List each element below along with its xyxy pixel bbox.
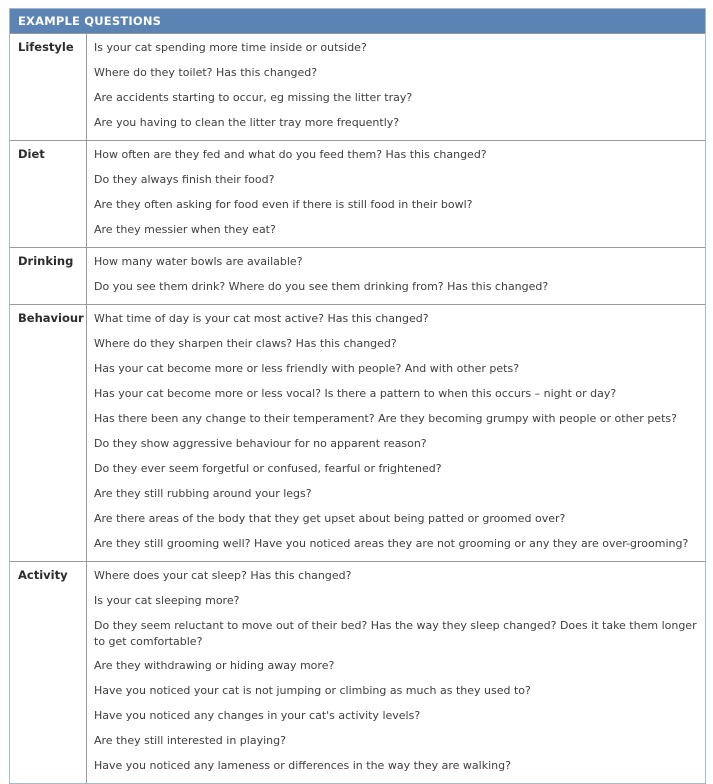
question-item: Do they always finish their food? (94, 173, 275, 186)
question-list (87, 562, 705, 783)
category-label: Behaviour (10, 305, 87, 561)
question-item: Are they often asking for food even if there is still food in their bowl? (94, 198, 473, 211)
question-item: Has your cat become more or less friendly with people? And with other pets? (94, 362, 520, 375)
question-list (87, 248, 705, 304)
category-label: Lifestyle (10, 34, 87, 140)
category-label: Activity (10, 562, 87, 783)
question-item: Is your cat spending more time inside or outside? (94, 41, 367, 54)
question-item: Is your cat sleeping more? (94, 594, 240, 607)
question-item: Are they still rubbing around your legs? (94, 487, 312, 500)
section-activity (10, 561, 705, 783)
question-item: Do you see them drink? Where do you see them drinking from? Has this changed? (94, 280, 549, 293)
question-item: Where do they toilet? Has this changed? (94, 66, 318, 79)
section-drinking (10, 247, 705, 304)
table-header: EXAMPLE QUESTIONS (10, 9, 705, 33)
question-item: Do they ever seem forgetful or confused, fearful or frightened? (94, 462, 442, 475)
question-item: Has there been any change to their temperament? Are they becoming grumpy with people or other pets? (94, 412, 677, 425)
question-item: Have you noticed any lameness or differences in the way they are walking? (94, 759, 511, 772)
section-lifestyle (10, 33, 705, 140)
question-item: Have you noticed any changes in your cat's activity levels? (94, 709, 421, 722)
question-list (87, 141, 705, 247)
question-item: Are they messier when they eat? (94, 223, 276, 236)
category-label: Drinking (10, 248, 87, 304)
question-list (87, 34, 705, 140)
question-item: What time of day is your cat most active? Has this changed? (94, 312, 429, 325)
question-item: Are accidents starting to occur, eg missing the litter tray? (94, 91, 413, 104)
question-item: Do they show aggressive behaviour for no apparent reason? (94, 437, 427, 450)
question-item: Have you noticed your cat is not jumping or climbing as much as they used to? (94, 684, 531, 697)
category-label: Diet (10, 141, 87, 247)
question-item: Are they still grooming well? Have you noticed areas they are not grooming or any they are over-grooming? (94, 537, 689, 550)
question-item: Are there areas of the body that they get upset about being patted or groomed over? (94, 512, 566, 525)
question-item: Do they seem reluctant to move out of their bed? Has the way they sleep changed? Does it take them longer to get comfortable? (94, 619, 697, 648)
question-list (87, 305, 705, 561)
section-behaviour (10, 304, 705, 561)
question-item: How many water bowls are available? (94, 255, 303, 268)
question-item: Where do they sharpen their claws? Has this changed? (94, 337, 397, 350)
section-diet (10, 140, 705, 247)
question-item: Are they withdrawing or hiding away more? (94, 659, 335, 672)
example-questions-table (9, 8, 706, 784)
question-item: How often are they fed and what do you feed them? Has this changed? (94, 148, 487, 161)
question-item: Are you having to clean the litter tray more frequently? (94, 116, 400, 129)
question-item: Where does your cat sleep? Has this changed? (94, 569, 352, 582)
question-item: Has your cat become more or less vocal? Is there a pattern to when this occurs – night or day? (94, 387, 617, 400)
question-item: Are they still interested in playing? (94, 734, 286, 747)
